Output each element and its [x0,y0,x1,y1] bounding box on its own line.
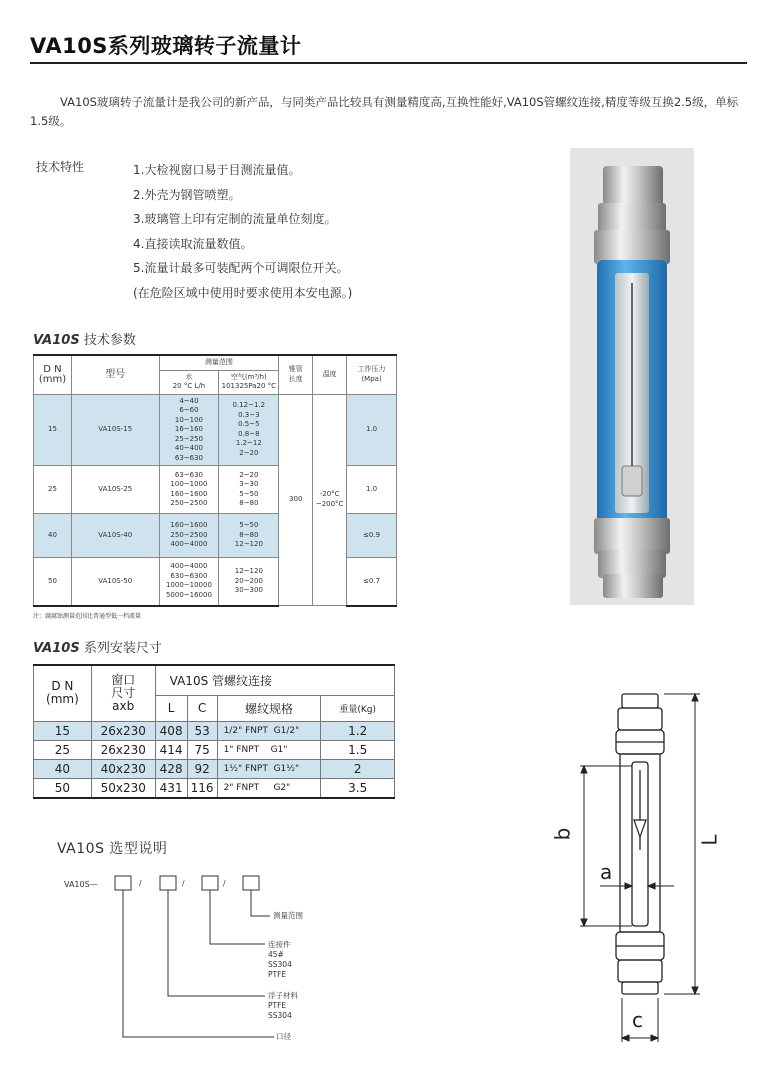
tech-params-model: VA10S [33,333,80,348]
tech-params-title-text: 技术参数 [83,333,136,348]
cell-dn: 25 [34,740,92,759]
cell-weight: 1.5 [321,740,395,759]
cell-length: 300 [279,394,313,606]
cell-pressure: 1.0 [347,466,397,514]
dim-label-c: c [632,1008,643,1032]
cell-window: 26x230 [91,740,155,759]
cell-weight: 1.2 [321,721,395,740]
label-float-line: 浮子材料 [268,991,298,1000]
cell-C: 75 [187,740,217,759]
label-connection-line: SS304 [268,960,292,969]
cell-L: 431 [155,778,187,798]
tech-params-table [33,354,397,607]
cell-window: 26x230 [91,721,155,740]
label-connection-line: 连接件 [268,940,291,949]
cell-dn: 50 [34,558,72,606]
col-range: 测量范围 [159,355,279,370]
cell-L: 414 [155,740,187,759]
label-float [268,991,298,1021]
cell-dn: 50 [34,778,92,798]
cell-model: VA10S-15 [71,394,159,466]
cell-L: 428 [155,759,187,778]
leader-range [251,890,270,916]
label-range: 测量范围 [273,911,303,920]
install-title-text: 系列安装尺寸 [83,641,162,656]
col-pressure: 工作压力 (Mpa) [347,355,397,394]
cell-C: 92 [187,759,217,778]
cell-C: 53 [187,721,217,740]
label-diameter: 口径 [276,1032,291,1041]
install-title [33,637,162,656]
col-L: L [155,695,187,721]
cell-weight: 3.5 [321,778,395,798]
cell-thread: 1/2" FNPT G1/2" [217,721,321,740]
page-title: VA10S系列玻璃转子流量计 [30,34,302,58]
feature-item: 5.流量计最多可装配两个可调限位开关。 [133,261,349,275]
cell-window: 50x230 [91,778,155,798]
flowmeter-photo-illustration [570,148,694,605]
features-list [133,158,352,305]
col-length: 锥管 长度 [279,355,313,394]
code-box-float [160,876,176,890]
install-model: VA10S [33,641,80,656]
title-divider [30,62,747,64]
col-temp: 温度 [313,355,347,394]
cell-pressure: 1.0 [347,394,397,466]
label-connection [268,940,292,980]
feature-item: (在危险区域中使用时要求使用本安电源。) [133,285,353,300]
cell-air: 12~120 20~200 30~300 [219,558,279,606]
col-dn: D N (mm) [34,355,72,394]
cell-dn: 25 [34,466,72,514]
cell-pressure: ≤0.9 [347,514,397,558]
cell-thread: 1" FNPT G1" [217,740,321,759]
label-float-line: PTFE [268,1001,287,1010]
cell-temp: -20°C ~200°C [313,394,347,606]
code-box-diameter [115,876,131,890]
dim-label-b: b [550,827,575,841]
col-window: 窗口 尺寸 axb [91,665,155,721]
cell-dn: 40 [34,514,72,558]
tech-params-title [33,329,136,348]
cell-C: 116 [187,778,217,798]
model-guide-title: VA10S 选型说明 [57,841,168,857]
cell-thread: 2" FNPT G2" [217,778,321,798]
col-connection: VA10S 管螺纹连接 [155,665,394,695]
cell-dn: 40 [34,759,92,778]
model-prefix: VA10S— [64,880,98,889]
feature-item: 2.外壳为钢管喷塑。 [133,187,241,202]
cell-air: 0.12~1.2 0.3~3 0.5~5 0.8~8 1.2~12 2~20 [219,394,279,466]
label-float-line: SS304 [268,1011,292,1020]
cell-water: 160~1600 250~2500 400~4000 [159,514,219,558]
label-connection-line: PTFE [268,970,287,979]
cell-air: 5~50 8~80 12~120 [219,514,279,558]
leader-float [168,890,265,996]
code-sep: / [139,879,142,888]
cell-thread: 1½" FNPT G1½" [217,759,321,778]
model-code-diagram [60,872,360,1052]
code-box-range [243,876,259,890]
code-sep: / [223,879,226,888]
features-label: 技术特性 [36,160,85,174]
feature-item: 4.直接读取流量数值。 [133,236,253,251]
code-sep: / [182,879,185,888]
table-note: 注：腐腐蚀测量范围比普通型低一档流量 [33,613,142,620]
cell-air: 2~20 3~30 5~50 8~80 [219,466,279,514]
cell-model: VA10S-40 [71,514,159,558]
feature-item: 3.玻璃管上印有定制的流量单位刻度。 [133,212,337,226]
label-connection-line: 45# [268,950,284,959]
col-water: 水 20 °C L/h [159,370,219,394]
intro-paragraph: VA10S玻璃转子流量计是我公司的新产品，与同类产品比较具有测量精度高,互换性能好,VA10S管螺纹连接,精度等级互换2.5级，单标1.5级。 [30,95,739,128]
col-model: 型号 [71,355,159,394]
cell-dn: 15 [34,394,72,466]
cell-L: 408 [155,721,187,740]
cell-water: 400~4000 630~6300 1000~10000 5000~16000 [159,558,219,606]
dimension-drawing [540,680,720,1050]
cell-model: VA10S-50 [71,558,159,606]
col-thread: 螺纹规格 [217,695,321,721]
product-photo [570,148,694,605]
col-C: C [187,695,217,721]
cell-water: 63~630 100~1000 160~1600 250~2500 [159,466,219,514]
code-box-connection [202,876,218,890]
cell-water: 4~40 6~60 10~100 16~160 25~250 40~400 63~630 [159,394,219,466]
cell-model: VA10S-25 [71,466,159,514]
cell-window: 40x230 [91,759,155,778]
install-table [33,664,395,799]
col-dn: D N (mm) [34,665,92,721]
cell-pressure: ≤0.7 [347,558,397,606]
cell-weight: 2 [321,759,395,778]
feature-item: 1.大检视窗口易于目测流量值。 [133,163,301,177]
cell-dn: 15 [34,721,92,740]
leader-connection [210,890,265,944]
dim-label-L: L [697,834,722,846]
col-air: 空气(m³/h) 101325Pa20 °C [219,370,279,394]
col-weight: 重量(Kg) [321,695,395,721]
dim-label-a: a [600,860,613,884]
